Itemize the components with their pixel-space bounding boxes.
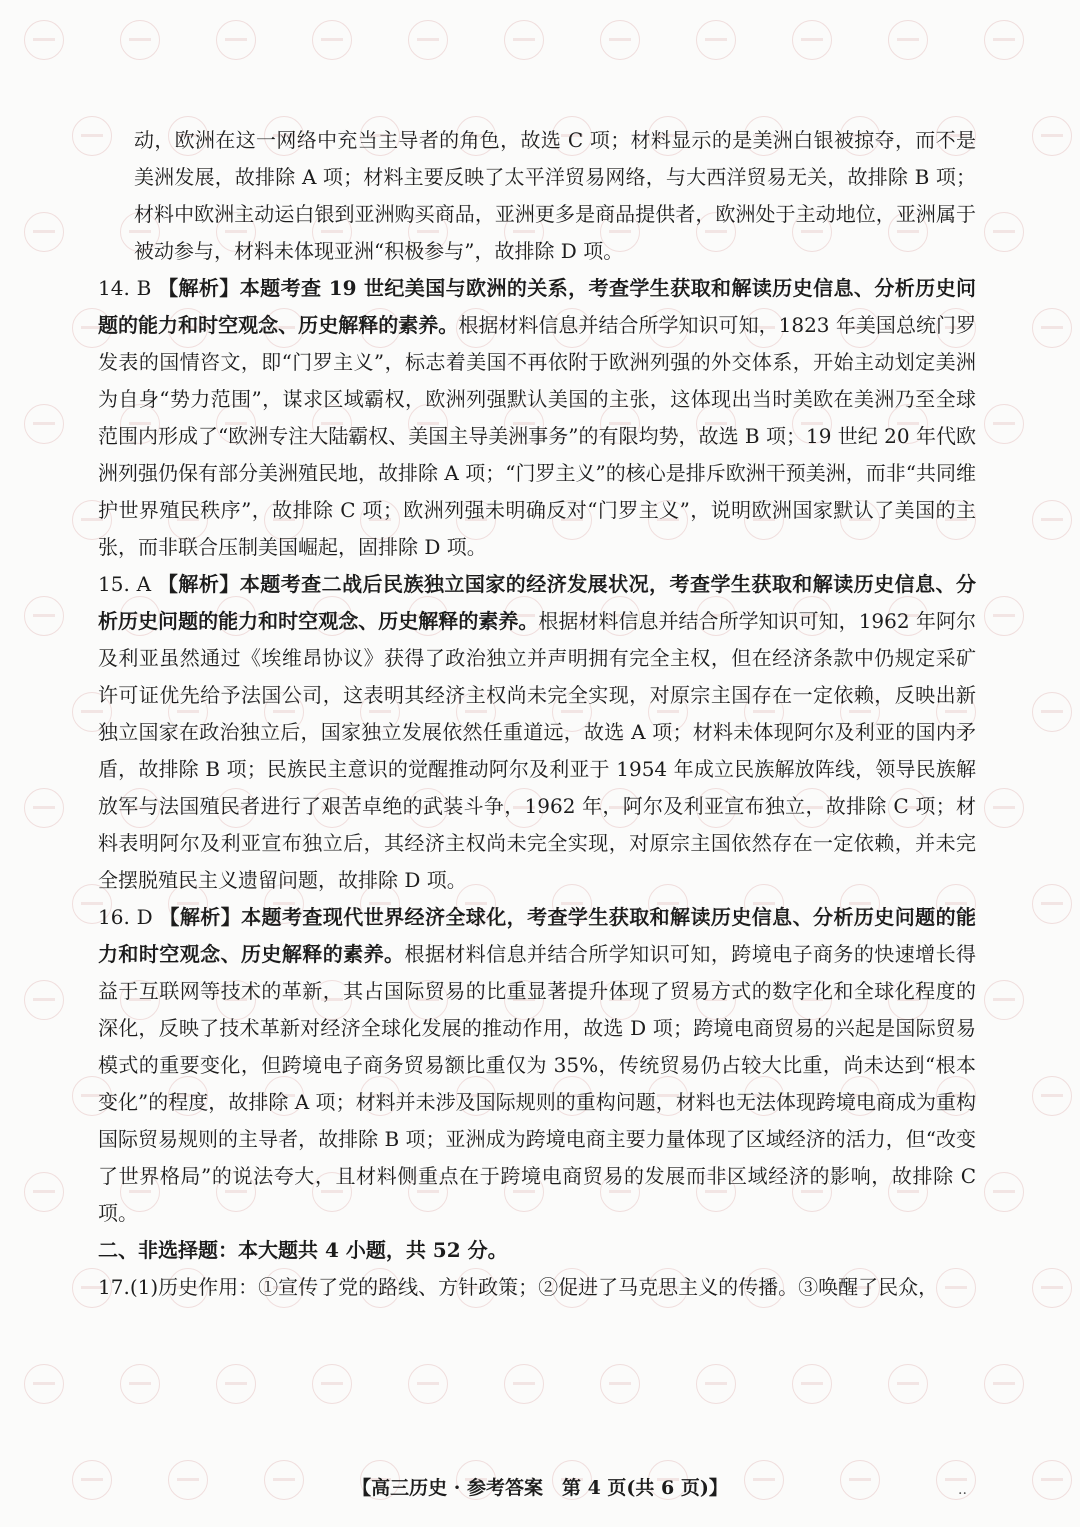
watermark-stamp [24,980,64,1020]
watermark-stamp [408,20,448,60]
watermark-stamp [984,1364,1024,1404]
answer-16-body: 根据材料信息并结合所学知识可知，跨境电子商务的快速增长得益于互联网等技术的革新，其占国际贸易的比重显著提升体现了贸易方式的数字化和全球化程度的深化，反映了技术革新对经济全球化发展的推动作用，故选 D 项；跨境电商贸易的兴起是国际贸易模式的重要变化，但跨境电子商务贸易额比重仅为 35%，传统贸易仍占较大比重，尚未达到“根本变化”的程度，故排除 A 项；材料并未涉及国际规则的重构问题，材料也无法体现跨境电商成为重构国际贸易规则的主导者，故排除 B 项；亚洲成为跨境电商主要力量体现了区域经济的活力，但“改变了世界格局”的说法夸大，且材料侧重点在于跨境电商贸易的发展而非区域经济的影响，故排除 C 项。 [98,942,977,1225]
answer-15-tag: 【解析】 [157,572,240,596]
answer-15 [98,566,976,899]
watermark-stamp [984,788,1024,828]
watermark-stamp [1032,308,1072,348]
answer-15-number: 15. A [98,572,152,596]
answer-17 [98,1269,976,1306]
watermark-stamp [1032,1268,1072,1308]
answer-16-number: 16. D [98,905,153,929]
answer-15-focus: 本题考查二战后民族独立国家的经济发展状况，考查学生获取和解读历史信息、分析历史问题的能力和时空观念、历史解释的素养。 [98,572,977,633]
watermark-stamp [24,788,64,828]
answer-17-number: 17. [98,1275,130,1299]
watermark-stamp [216,1364,256,1404]
watermark-stamp [984,212,1024,252]
watermark-stamp [888,20,928,60]
watermark-stamp [24,404,64,444]
watermark-stamp [216,20,256,60]
q13-explanation-continuation: 动，欧洲在这一网络中充当主导者的角色，故选 C 项；材料显示的是美洲白银被掠夺，而不是美洲发展，故排除 A 项；材料主要反映了太平洋贸易网络，与大西洋贸易无关，故排除 B 项；材料中欧洲主动运白银到亚洲购买商品，亚洲更多是商品提供者，欧洲处于主动地位，亚洲属于被动参与，材料未体现亚洲“积极参与”，故排除 D 项。 [134,128,976,263]
watermark-stamp [600,20,640,60]
answer-14 [98,270,976,566]
watermark-stamp [24,1172,64,1212]
watermark-stamp [600,1364,640,1404]
answer-document-body [98,122,977,1306]
watermark-stamp [984,596,1024,636]
watermark-stamp [120,20,160,60]
watermark-stamp [24,1364,64,1404]
watermark-stamp [1032,116,1072,156]
answer-16-focus: 本题考查现代世界经济全球化，考查学生获取和解读历史信息、分析历史问题的能力和时空观念、历史解释的素养。 [98,905,977,966]
watermark-stamp [1032,692,1072,732]
watermark-stamp [72,116,112,156]
answer-14-body: 根据材料信息并结合所学知识可知，1823 年美国总统门罗发表的国情咨文，即“门罗主义”，标志着美国不再依附于欧洲列强的外交体系，开始主动划定美洲为自身“势力范围”，谋求区域霸权，欧洲列强默认美国的主张，这体现出当时美欧在美洲乃至全球范围内形成了“欧洲专注大陆霸权、美国主导美洲事务”的有限均势，故选 B 项；19 世纪 20 年代欧洲列强仍保有部分美洲殖民地，故排除 A 项；“门罗主义”的核心是排斥欧洲干预美洲，而非“共同维护世界殖民秩序”，故排除 C 项；欧洲列强未明确反对“门罗主义”，说明欧洲国家默认了美国的主张，而非联合压制美国崛起，固排除 D 项。 [98,313,976,559]
watermark-stamp [408,1364,448,1404]
watermark-stamp [312,20,352,60]
watermark-stamp [1032,500,1072,540]
watermark-stamp [24,212,64,252]
watermark-stamp [120,1364,160,1404]
watermark-stamp [984,1172,1024,1212]
section-title-non-choice: 二、非选择题：本大题共 4 小题，共 52 分。 [98,1238,508,1262]
watermark-stamp [1032,1076,1072,1116]
watermark-stamp [984,404,1024,444]
answer-14-focus: 本题考查 19 世纪美国与欧洲的关系，考查学生获取和解读历史信息、分析历史问题的能力和时空观念、历史解释的素养。 [98,276,977,337]
watermark-stamp [696,1364,736,1404]
watermark-stamp [312,1364,352,1404]
answer-16 [98,899,976,1232]
watermark-stamp [24,20,64,60]
answer-15-body: 根据材料信息并结合所学知识可知，1962 年阿尔及利亚虽然通过《埃维昂协议》获得了政治独立并声明拥有完全主权，但在经济条款中仍规定采矿许可证优先给予法国公司，这表明其经济主权尚未完全实现，对原宗主国存在一定依赖，反映出新独立国家在政治独立后，国家独立发展依然任重道远，故选 A 项；材料未体现阿尔及利亚的国内矛盾，故排除 B 项；民族民主意识的觉醒推动阿尔及利亚于 1954 年成立民族解放阵线，领导民族解放军与法国殖民者进行了艰苦卓绝的武装斗争，1962 年，阿尔及利亚宣布独立，故排除 C 项；材料表明阿尔及利亚宣布独立后，其经济主权尚未完全实现，对原宗主国依然存在一定依赖，并未完全摆脱殖民主义遗留问题，故排除 D 项。 [98,609,977,892]
watermark-stamp [888,1364,928,1404]
watermark-stamp [504,1364,544,1404]
watermark-stamp [24,596,64,636]
footer-dots: .. [958,1482,967,1498]
watermark-stamp [1032,884,1072,924]
watermark-stamp [696,20,736,60]
page-footer: 【高三历史 · 参考答案 第 4 页(共 6 页)】 [352,1477,728,1499]
answer-16-tag: 【解析】 [159,905,242,929]
watermark-stamp [504,20,544,60]
answer-14-number: 14. B [98,276,152,300]
watermark-stamp [984,20,1024,60]
watermark-stamp [984,980,1024,1020]
answer-14-tag: 【解析】 [158,276,240,300]
watermark-stamp [792,20,832,60]
watermark-stamp [792,1364,832,1404]
answer-17-text: (1)历史作用：①宣传了党的路线、方针政策；②促进了马克思主义的传播。③唤醒了民众， [129,1275,939,1299]
